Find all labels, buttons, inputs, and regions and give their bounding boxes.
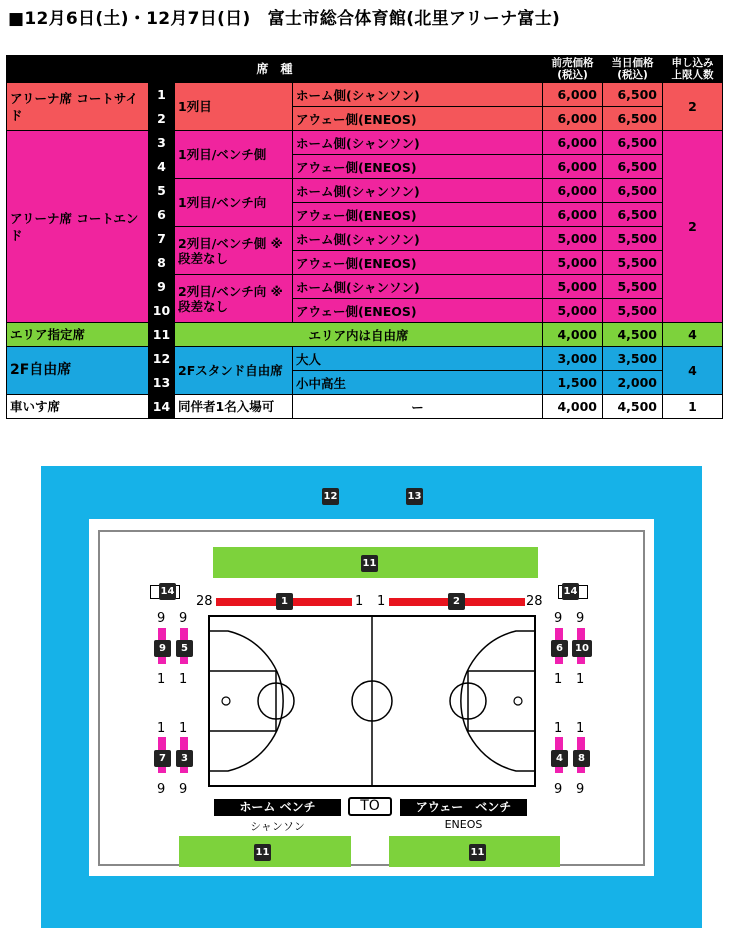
seat-side: 大人 — [293, 347, 543, 371]
presale-price: 5,000 — [543, 227, 603, 251]
row-end-label: 1 — [157, 672, 166, 687]
purchase-limit: 1 — [663, 395, 723, 419]
dayof-price: 2,000 — [603, 371, 663, 395]
row-end-label: 1 — [377, 594, 386, 609]
header-presale: 前売価格 (税込) — [543, 56, 603, 83]
dayof-price: 5,500 — [603, 275, 663, 299]
seat-badge-11: 11 — [254, 844, 271, 861]
dayof-price: 5,500 — [603, 227, 663, 251]
seat-badge-11: 11 — [469, 844, 486, 861]
seat-side: ホーム側(シャンソン) — [293, 83, 543, 107]
dayof-price: 3,500 — [603, 347, 663, 371]
seat-sub-label: 1列目/ベンチ向 — [175, 179, 293, 227]
presale-price: 5,000 — [543, 251, 603, 275]
presale-price: 5,000 — [543, 299, 603, 323]
seat-side: ホーム側(シャンソン) — [293, 227, 543, 251]
seat-number: 3 — [149, 131, 175, 155]
seat-number: 4 — [149, 155, 175, 179]
category-arena-courtside: アリーナ席 コートサイド — [7, 83, 149, 131]
presale-price: 1,500 — [543, 371, 603, 395]
seat-side: アウェー側(ENEOS) — [293, 203, 543, 227]
seat-number: 8 — [149, 251, 175, 275]
category-arena-courtend: アリーナ席 コートエンド — [7, 131, 149, 323]
seat-number: 13 — [149, 371, 175, 395]
header-dayof: 当日価格 (税込) — [603, 56, 663, 83]
header-limit: 申し込み 上限人数 — [663, 56, 723, 83]
purchase-limit: 2 — [663, 131, 723, 323]
row-end-label: 1 — [554, 672, 563, 687]
dayof-price: 5,500 — [603, 251, 663, 275]
purchase-limit: 4 — [663, 347, 723, 395]
seat-badge-11: 11 — [361, 555, 378, 572]
presale-price: 5,000 — [543, 275, 603, 299]
row-end-label: 1 — [576, 672, 585, 687]
seat-number: 12 — [149, 347, 175, 371]
seat-badge-6: 6 — [551, 640, 568, 657]
seat-sub-label: 2列目/ベンチ側 ※段差なし — [175, 227, 293, 275]
seat-side: アウェー側(ENEOS) — [293, 299, 543, 323]
presale-price: 6,000 — [543, 155, 603, 179]
dayof-price: 6,500 — [603, 107, 663, 131]
seat-sub-label: エリア内は自由席 — [175, 323, 543, 347]
seat-badge-5: 5 — [176, 640, 193, 657]
seat-number: 1 — [149, 83, 175, 107]
basketball-court — [208, 615, 536, 787]
row-end-label: 9 — [157, 611, 166, 626]
row-end-label: 28 — [526, 594, 543, 609]
category-wheelchair: 車いす席 — [7, 395, 149, 419]
row-end-label: 9 — [179, 611, 188, 626]
presale-price: 6,000 — [543, 83, 603, 107]
purchase-limit: 2 — [663, 83, 723, 131]
seat-badge-13: 13 — [406, 488, 423, 505]
away-bench: アウェー ベンチ — [400, 799, 527, 816]
row-end-label: 28 — [196, 594, 213, 609]
seat-number: 5 — [149, 179, 175, 203]
dayof-price: 6,500 — [603, 131, 663, 155]
row-end-label: 1 — [179, 672, 188, 687]
row-end-label: 1 — [554, 721, 563, 736]
presale-price: 6,000 — [543, 179, 603, 203]
category-2f-free: 2F自由席 — [7, 347, 149, 395]
seat-number: 11 — [149, 323, 175, 347]
dayof-price: 6,500 — [603, 155, 663, 179]
presale-price: 4,000 — [543, 323, 603, 347]
seat-sub-label: 2列目/ベンチ向 ※段差なし — [175, 275, 293, 323]
seat-side: ー — [293, 395, 543, 419]
seat-number: 2 — [149, 107, 175, 131]
page-title: ■12月6日(土)・12月7日(日) 富士市総合体育館(北里アリーナ富士) — [8, 9, 561, 29]
seat-number: 10 — [149, 299, 175, 323]
dayof-price: 6,500 — [603, 203, 663, 227]
dayof-price: 6,500 — [603, 83, 663, 107]
seat-badge-8: 8 — [573, 750, 590, 767]
seat-side: ホーム側(シャンソン) — [293, 131, 543, 155]
seat-number: 14 — [149, 395, 175, 419]
seat-badge-1: 1 — [276, 593, 293, 610]
seat-side: アウェー側(ENEOS) — [293, 107, 543, 131]
row-end-label: 1 — [355, 594, 364, 609]
seat-badge-10: 10 — [572, 640, 592, 657]
seat-sub-label: 1列目 — [175, 83, 293, 131]
home-team-label: シャンソン — [250, 820, 305, 833]
seat-sub-label: 同伴者1名入場可 — [175, 395, 293, 419]
table-row — [7, 83, 723, 107]
price-table — [6, 55, 723, 419]
seat-side: 小中高生 — [293, 371, 543, 395]
presale-price: 6,000 — [543, 203, 603, 227]
table-row — [7, 347, 723, 371]
table-header-row — [7, 56, 723, 83]
dayof-price: 6,500 — [603, 179, 663, 203]
seat-badge-14: 14 — [562, 583, 579, 600]
seat-badge-2: 2 — [448, 593, 465, 610]
row-end-label: 1 — [576, 721, 585, 736]
table-row — [7, 131, 723, 155]
presale-price: 6,000 — [543, 107, 603, 131]
seat-number: 6 — [149, 203, 175, 227]
presale-price: 3,000 — [543, 347, 603, 371]
seat-badge-7: 7 — [154, 750, 171, 767]
seat-badge-9: 9 — [154, 640, 171, 657]
dayof-price: 4,500 — [603, 395, 663, 419]
presale-price: 6,000 — [543, 131, 603, 155]
row-end-label: 9 — [576, 611, 585, 626]
table-row — [7, 395, 723, 419]
purchase-limit: 4 — [663, 323, 723, 347]
seat-badge-14: 14 — [159, 583, 176, 600]
row-end-label: 1 — [157, 721, 166, 736]
seat-badge-12: 12 — [322, 488, 339, 505]
row-end-label: 1 — [179, 721, 188, 736]
dayof-price: 5,500 — [603, 299, 663, 323]
header-seat-type: 席 種 — [7, 56, 543, 83]
seat-side: ホーム側(シャンソン) — [293, 275, 543, 299]
seat-side: ホーム側(シャンソン) — [293, 179, 543, 203]
seat-number: 9 — [149, 275, 175, 299]
seat-sub-label: 1列目/ベンチ側 — [175, 131, 293, 179]
row-end-label: 9 — [157, 782, 166, 797]
presale-price: 4,000 — [543, 395, 603, 419]
seat-sub-label: 2Fスタンド自由席 — [175, 347, 293, 395]
seat-badge-3: 3 — [176, 750, 193, 767]
row-end-label: 9 — [576, 782, 585, 797]
row-end-label: 9 — [179, 782, 188, 797]
home-bench: ホーム ベンチ — [214, 799, 341, 816]
seat-number: 7 — [149, 227, 175, 251]
seat-side: アウェー側(ENEOS) — [293, 155, 543, 179]
seat-badge-4: 4 — [551, 750, 568, 767]
table-officials: TO — [348, 797, 392, 816]
away-team-label: ENEOS — [444, 818, 483, 831]
row-end-label: 9 — [554, 782, 563, 797]
seat-side: アウェー側(ENEOS) — [293, 251, 543, 275]
category-area-designated: エリア指定席 — [7, 323, 149, 347]
table-row — [7, 323, 723, 347]
dayof-price: 4,500 — [603, 323, 663, 347]
row-end-label: 9 — [554, 611, 563, 626]
